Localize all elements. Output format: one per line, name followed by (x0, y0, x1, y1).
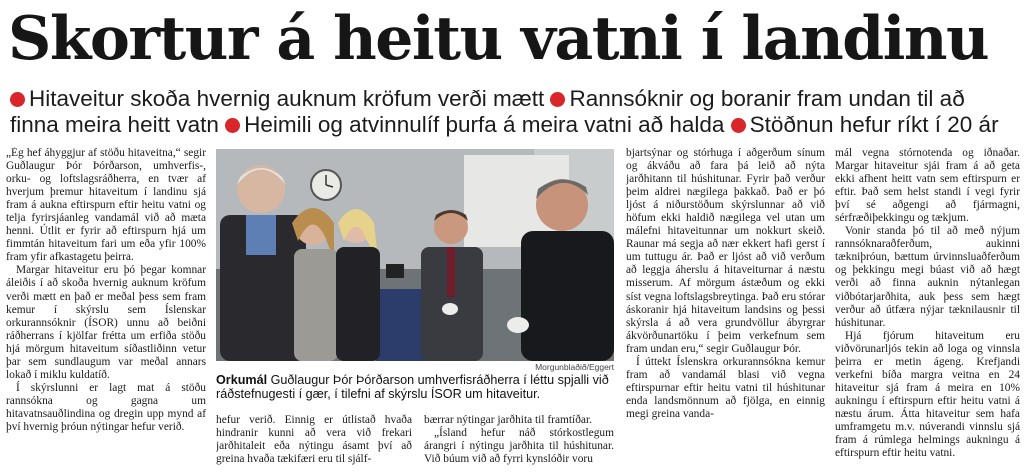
paragraph: Í úttekt Íslenskra orkurannsókna kemur fram að vandamál blasi við vegna eftirspurnar eftir heitu vatni til húshitunar enda landsmönnum að fjölga, en einnig megi greina vanda- (626, 355, 825, 420)
photo-credit: Morgunblaðið/Eggert (535, 362, 614, 372)
paragraph: mál vegna stórnotenda og iðnaðar. Margar hitaveitur sjái fram á að geta ekki afhent heitt vatn sem eftirspurn er eftir. Það sem helst standi í vegi fyrir því sé aðgengi að fjármagni, sérfræðiþekkingu og tækjum. (835, 147, 1020, 225)
photo-illustration (216, 149, 614, 361)
headline: Skortur á heitu vatni í landinu (8, 4, 989, 74)
paragraph: Hjá fjórum hitaveitum eru viðvörunarljós tekin að loga og vinnsla þeirra er metin ágeng. Krefjandi verkefni bíða margra veitna en 24 hitaveitur sjá fram á meira en 10% aukningu í eftirspurn eftir heitu vatni á næstu árum. Átta hitaveitur sem hafa umframgetu m.v. núverandi vinnslu sjá fram á rúmlega helmings aukningu á eftirspurn eftir heitu vatni. (835, 329, 1020, 460)
subhead-4: Stöðnun hefur ríkt í 20 ár (749, 112, 999, 137)
article-photo (216, 149, 614, 361)
paragraph: „Ísland hefur náð stórkostlegum árangri í nýtingu jarðhita til húshitunar. Við búum við að fyrri kynslóðir voru (424, 427, 614, 466)
paragraph: Vonir standa þó til að með nýjum rannsóknaraðferðum, aukinni tækniþróun, bættum úrvinnsluaðferðum og þekkingu megi búast við að hægt verði að finna auknin nýtanlegan viðbótarjarðhita, auk þess sem hægt verður að útfæra nýjar tæknilausnir til húshitunar. (835, 225, 1020, 329)
article-column-1 (6, 147, 206, 473)
paragraph: Í skýrslunni er lagt mat á stöðu rannsókna og gagna um hitavatnsauðlindina og dregin upp mynd af því hvernig þróun nýtingar hefur verið. (6, 381, 206, 433)
article-column-4 (626, 147, 825, 473)
bullet-icon (731, 118, 746, 133)
article-column-2 (216, 414, 412, 473)
subhead-1: Hitaveitur skoða hvernig auknum kröfum verði mætt (29, 86, 545, 111)
subhead-3: Heimili og atvinnulíf þurfa á meira vatni að halda (244, 112, 725, 137)
paragraph: hefur verið. Einnig er útlistað hvaða hindranir kunni að vera við frekari jarðhitaleit eða nýtingu ásamt því að greina hvaða tækifæri eru til sjálf- (216, 414, 412, 466)
paragraph: bærrar nýtingar jarðhita til framtíðar. (424, 414, 592, 426)
caption-label: Orkumál (216, 373, 268, 387)
subhead-2: Rannsóknir og boranir fram undan til að finna meira heitt vatn (10, 86, 965, 137)
article-column-3 (424, 414, 614, 473)
paragraph: Margar hitaveitur eru þó þegar komnar áleiðis í að skoða hvernig auknum kröfum verði mætt en það er meðal þess sem fram kemur í skýrslu sem Íslenskar orkurannsóknir (ÍSOR) unnu að beiðni ráðherrans í kjölfar frétta um erfiða stöðu hjá mörgum hitaveitum síðastliðinn vetur þar sem sundlaugum var meðal annars lokað í miklu kuldatíð. (6, 264, 206, 381)
bullet-icon (225, 118, 240, 133)
subheads (10, 86, 1018, 138)
article-column-5 (835, 147, 1020, 473)
paragraph: „Ég hef áhyggjur af stöðu hitaveitna,“ segir Guðlaugur Þór Þórðarson, umhverfis-, orku- og loftslagsráðherra, en tvær af hverjum þremur hitaveitum í landinu sjá fram á aukna eftirspurn eftir heitu vatni og telja fyrirsjáanleg vandamál við að mæta henni. Útlit er fyrir að eftirspurn hjá um fimmtán hitaveitum fari um eða yfir 100% fram yfir afkastagetu þeirra. (6, 147, 206, 264)
bullet-icon (10, 92, 25, 107)
paragraph: bjartsýnar og stórhuga í aðgerðum sínum og ákváðu að fara þá leið að nýta jarðhitann til húshitunar. Fyrir það verður þeim aldrei nægilega þakkað. Það er þó ljóst á niðurstöðum skýrslunnar að við höfum ekki haldið nægilega vel utan um málefni hitaveitunnar um nokkurt skeið. Raunar má segja að nær ekkert hafi gerst í um tuttugu ár. Það er ljóst að við verðum að leggja áherslu á hitaveiturnar á næstu misserum. Af mörgum ástæðum og ekki síst vegna loftslagsbreytinga. Það eru stórar áskoranir hjá hitaveitum landsins og þessi skýrsla á að vera grundvöllur ábyrgrar ákvörðunartöku í þeim verkefnum sem fram undan eru,“ segir Guðlaugur Þór. (626, 147, 825, 355)
bullet-icon (550, 92, 565, 107)
photo-caption (216, 374, 614, 401)
caption-text: Guðlaugur Þór Þórðarson umhverfisráðherra í léttu spjalli við ráðstefnugesti í gær, í tilefni af skýrslu ÍSOR um hitaveitur. (216, 373, 609, 401)
